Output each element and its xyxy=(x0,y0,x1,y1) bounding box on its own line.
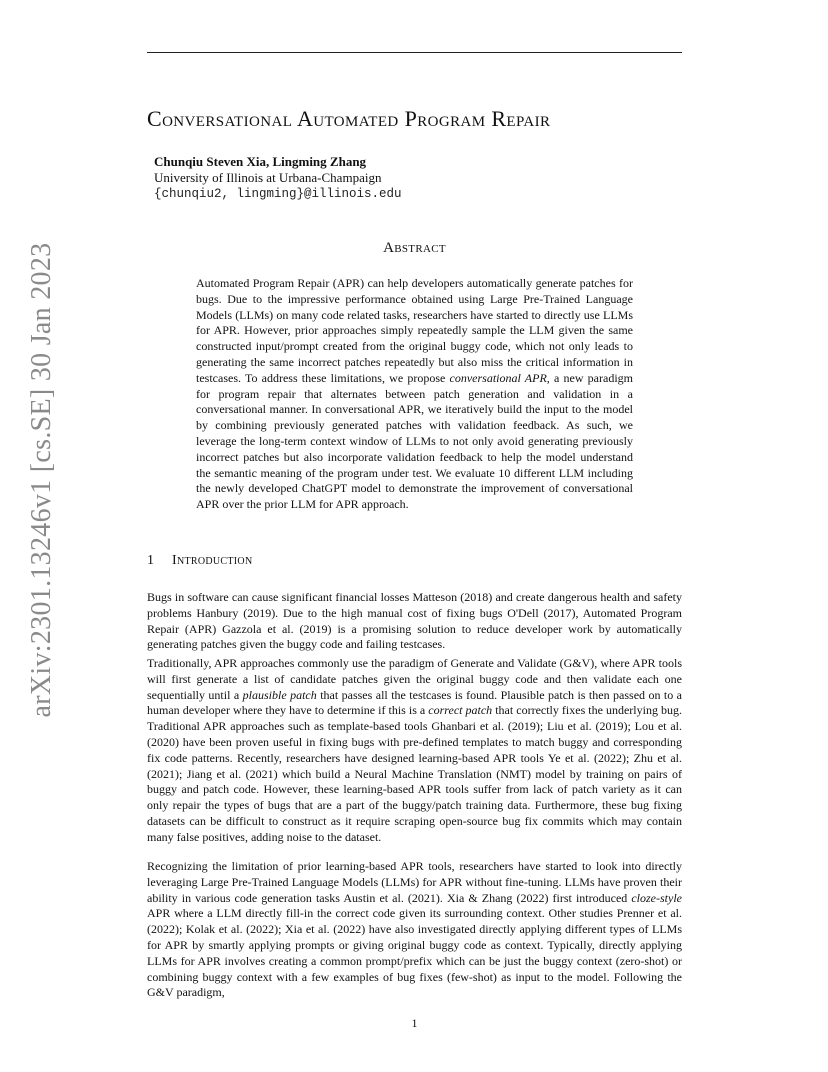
author-affiliation: University of Illinois at Urbana-Champaign xyxy=(154,170,382,185)
abstract-body xyxy=(196,276,633,513)
paragraph-emphasis: cloze-style xyxy=(631,890,682,905)
section-number: 1 xyxy=(147,553,155,568)
paragraph-text-part: APR where a LLM directly fill-in the correct code given its surrounding context. Other studies Prenner et al. (2022); Kolak et al. (2022); Xia et al. (2022) have also investigated directly applying different types of LLMs for APR by smartly applying prompts or giving original buggy code as context. Typically, directly applying LLMs for APR involves creating a common prompt/prefix which can be just the buggy context (zero-shot) or combining buggy context with a few examples of bug fixes (few-shot) as input to the model. Following the G&V paradigm, xyxy=(147,906,682,1000)
author-names: Chunqiu Steven Xia, Lingming Zhang xyxy=(154,154,367,169)
author-block xyxy=(154,154,654,202)
paragraph-text-part: that correctly fixes the underlying bug. Traditional APR approaches such as template-based tools Ghanbari et al. (2019); Liu et al. (2019); Lou et al. (2020) have been proven useful in fixing bugs with pre-defined templates to match buggy and corresponding fix code patterns. Recently, researchers have designed learning-based APR tools Ye et al. (2022); Zhu et al. (2021); Jiang et al. (2021) which build a Neural Machine Translation (NMT) model by training on pairs of buggy and patch code. However, these learning-based APR tools suffer from lack of patch variety as it can only repair the types of bugs that are a part of the buggy/patch training data. Furthermore, these bug fixing datasets can be difficult to construct as it require scraping open-source bug fix commits which may contain many false positives, adding noise to the dataset. xyxy=(147,703,683,844)
abstract-text-part: Automated Program Repair (APR) can help developers automatically generate patches for bugs. Due to the impressive performance obtained using Large Pre-Trained Language Models (LLMs) on many code related tasks, researchers have started to directly use LLMs for APR. However, prior approaches simply repeatedly sample the LLM given the same constructed input/prompt created from the original buggy code, which not only leads to generating the same incorrect patches repeatedly but also miss the critical information in testcases. To address these limitations, we propose xyxy=(196,276,633,385)
abstract-emphasis: conversational APR xyxy=(449,370,547,385)
paragraph-text-part: that passes all the testcases is found. Plausible patch is then passed on to a human developer where they have to determine if this is a xyxy=(147,687,683,718)
paragraph-emphasis: plausible patch xyxy=(242,687,317,702)
paragraph-text-part: Recognizing the limitation of prior learning-based APR tools, researchers have started to look into directly leveraging Large Pre-Trained Language Models (LLMs) for APR without fine-tuning. LLMs have proven their ability in various code generation tasks Austin et al. (2021). Xia & Zhang (2022) first introduced xyxy=(147,859,682,905)
section-title: Introduction xyxy=(172,553,253,568)
intro-paragraph-1: Bugs in software can cause significant financial losses Matteson (2018) and create dangerous health and safety problems Hanbury (2019). Due to the high manual cost of fixing bugs O'Dell (2017), Automated Program Repair (APR) Gazzola et al. (2019) is a promising solution to reduce developer work by automatically generating patches given the buggy code and failing testcases. xyxy=(147,590,682,652)
intro-paragraph-2 xyxy=(147,656,682,846)
intro-paragraph-3 xyxy=(147,859,682,1001)
author-email: {chunqiu2, lingming}@illinois.edu xyxy=(154,187,402,201)
paragraph-text-part: Traditionally, APR approaches commonly use the paradigm of Generate and Validate (G&V), where APR tools will first generate a list of candidate patches given the original buggy code and then validate each one sequentially until a xyxy=(147,656,682,702)
abstract-heading: Abstract xyxy=(383,240,446,256)
section-heading-introduction xyxy=(147,553,252,569)
top-rule xyxy=(147,52,682,53)
paragraph-emphasis: correct patch xyxy=(428,703,493,718)
paper-title: Conversational Automated Program Repair xyxy=(147,106,551,131)
page-number: 1 xyxy=(411,1016,418,1030)
abstract-text-part: , a new paradigm for program repair that alternates between patch generation and validation in a conversational manner. In conversational APR, we iteratively build the input to the model by combining previously generated patches with validation feedback. As such, we leverage the long-term context window of LLMs to not only avoid generating previously incorrect patches but also incorporate validation feedback to help the model understand the semantic meaning of the program under test. We evaluate 10 different LLM including the newly developed ChatGPT model to demonstrate the improvement of conversational APR over the prior LLM for APR approach. xyxy=(196,370,633,512)
arxiv-identifier: arXiv:2301.13246v1 [cs.SE] 30 Jan 2023 xyxy=(26,242,57,718)
